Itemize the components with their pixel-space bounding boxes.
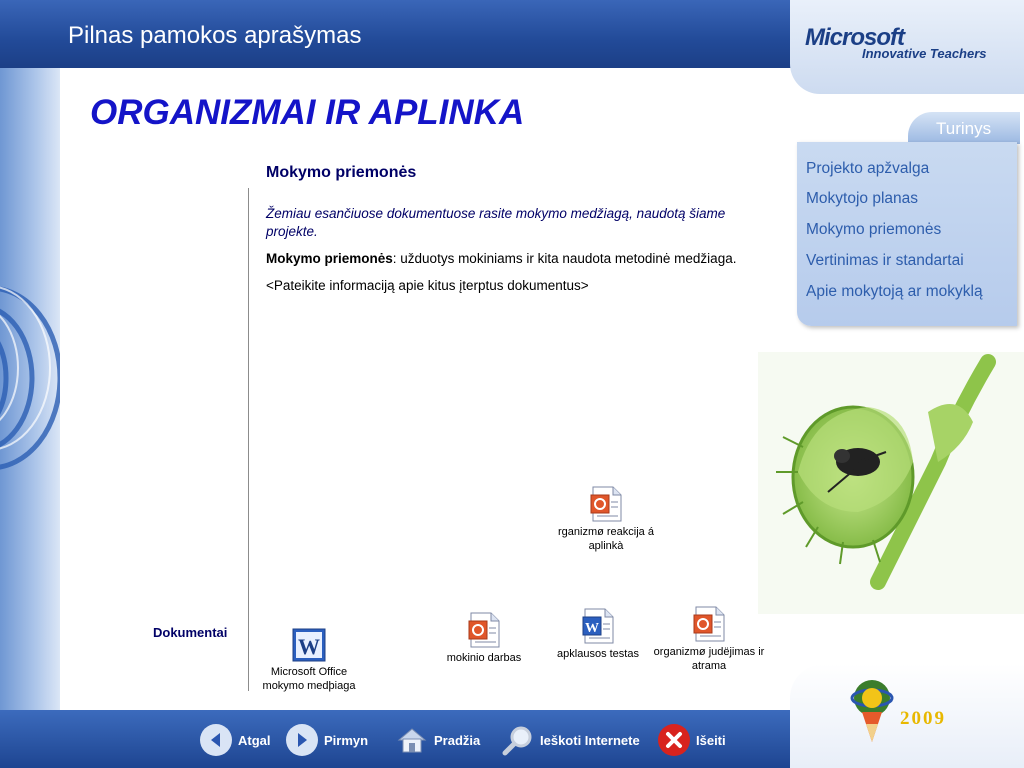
powerpoint-icon	[467, 612, 501, 648]
document-item-movement-support[interactable]	[652, 606, 766, 673]
magnifier-icon	[502, 724, 534, 756]
document-label: rganizmø reakcija á aplinkà	[558, 526, 654, 552]
venus-flytrap-image	[758, 352, 1024, 614]
powerpoint-icon	[589, 486, 623, 522]
placeholder-text: <Pateikite informaciją apie kitus įterptus dokumentus>	[266, 278, 589, 293]
search-internet-button[interactable]	[502, 722, 640, 758]
arrow-right-icon	[286, 724, 318, 756]
back-label: Atgal	[238, 732, 271, 748]
exit-button[interactable]	[658, 722, 726, 758]
svg-text:W: W	[585, 621, 599, 636]
close-icon	[658, 724, 690, 756]
forward-button[interactable]	[286, 722, 368, 758]
home-label: Pradžia	[434, 732, 481, 748]
section-content	[266, 205, 766, 304]
document-item-student-work[interactable]	[438, 612, 530, 665]
svg-text:W: W	[298, 634, 320, 659]
home-icon	[396, 724, 428, 756]
document-label: organizmø judëjimas ir atrama	[653, 646, 765, 672]
toc-item-teaching-materials[interactable]: Mokymo priemonės	[806, 221, 942, 238]
document-item-office-materials[interactable]	[250, 628, 368, 693]
document-item-quiz[interactable]	[546, 608, 650, 661]
toc-item-project-overview[interactable]: Projekto apžvalga	[806, 160, 930, 177]
home-button[interactable]	[396, 722, 480, 758]
document-item-reaction-environment[interactable]	[552, 486, 660, 553]
exit-label: Išeiti	[696, 732, 726, 748]
word-icon	[581, 608, 615, 644]
search-internet-label: Ieškoti Internete	[540, 732, 640, 748]
back-button[interactable]	[200, 722, 271, 758]
document-label: mokinio darbas	[446, 652, 522, 664]
microsoft-logo: Microsoft	[805, 24, 904, 51]
header-title: Pilnas pamokos aprašymas	[68, 22, 362, 49]
page-title: ORGANIZMAI IR APLINKA	[90, 93, 525, 132]
toc-item-teacher-plan[interactable]: Mokytojo planas	[806, 190, 919, 207]
arrow-left-icon	[200, 724, 232, 756]
intro-text: Žemiau esančiuose dokumentuose rasite mokymo medžiagą, naudotą šiame projekte.	[266, 206, 726, 239]
word-icon	[292, 628, 326, 662]
document-label: apklausos testas	[557, 648, 639, 660]
pencil-globe-logo-icon	[848, 676, 900, 744]
documents-label: Dokumentai	[153, 625, 228, 640]
section-heading: Mokymo priemonės	[266, 164, 417, 181]
vertical-divider	[248, 188, 249, 691]
materials-bold-label: Mokymo priemonės	[266, 251, 393, 266]
left-decorative-strip	[0, 68, 60, 714]
decorative-rings-icon	[0, 68, 60, 714]
forward-label: Pirmyn	[324, 732, 369, 748]
toc-item-about-teacher-school[interactable]: Apie mokytoją ar mokyklą	[806, 283, 983, 300]
toc-tab-label: Turinys	[936, 119, 992, 138]
document-label: Microsoft Office mokymo medþiaga	[262, 666, 356, 692]
materials-description: : užduotys mokiniams ir kita naudota metodinė medžiaga.	[392, 251, 737, 266]
materials-paragraph	[266, 250, 766, 268]
year-label: 2009	[900, 708, 946, 729]
innovative-teachers-logo: Innovative Teachers	[862, 46, 987, 61]
toc-item-assessment-standards[interactable]: Vertinimas ir standartai	[806, 252, 964, 269]
powerpoint-icon	[692, 606, 726, 642]
